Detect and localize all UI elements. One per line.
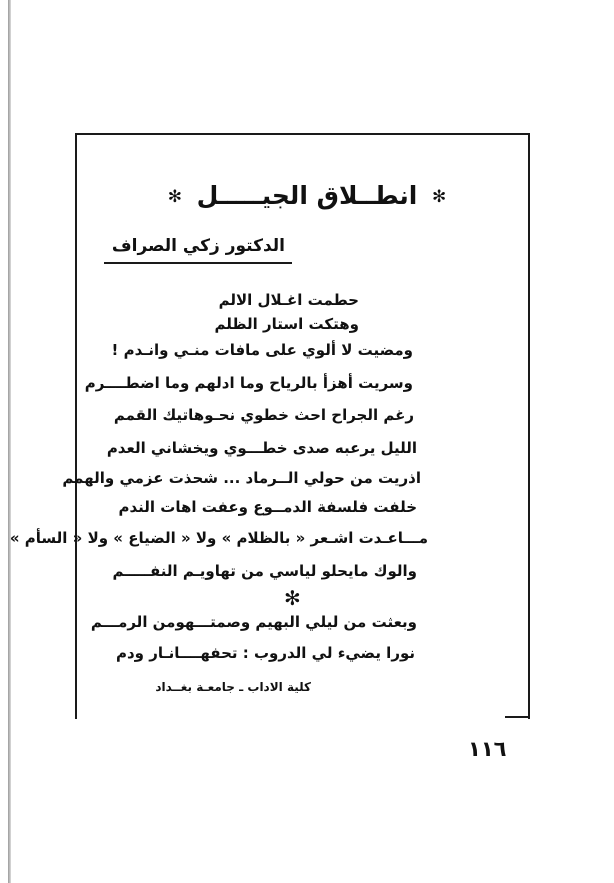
frame-corner-mark [505, 716, 528, 718]
verse-line: رغم الجراح احث خطوي نحـوهاتيك القمم [113, 406, 414, 424]
author-underline [104, 262, 292, 264]
verse-line: حطمت اغـلال الالم [218, 291, 359, 309]
page-number: ١١٦ [468, 737, 507, 761]
verse-line: الليل يرعبه صدى خطـــوي ويخشاني العدم [106, 439, 417, 457]
verse-line: وهتكت استار الظلم [214, 315, 359, 333]
poem-title [0, 181, 614, 210]
verse-line: وسريت أهزأ بالرياح وما ادلهم وما اضطــــرم [84, 374, 413, 392]
verse-line: اذريت من حولي الــرماد ... شحذت عزمي والهمم [62, 469, 421, 487]
section-break-star-icon: ✻ [284, 586, 301, 610]
page-frame [75, 133, 530, 719]
verse-line: وبعثت من ليلي البهيم وصمتـــهومن الرمـــم [90, 613, 417, 631]
verse-line: خلفت فلسفة الدمــوع وعفت اهات الندم [118, 498, 417, 516]
verse-line: نورا يضيء لي الدروب : تحفهــــانـار ودم [115, 644, 415, 662]
verse-line: والوك مايحلو لياسي من تهاويـم النفـــــم [112, 562, 417, 580]
verse-line: مـــاعـدت اشـعر « بالظلام » ولا « الضياع » ولا « السأم » [9, 529, 428, 547]
affiliation: كلية الاداب ـ جامعـة بغــداد [155, 680, 311, 694]
author-name: الدكتور زكي الصراف [111, 236, 285, 256]
verse-line: ومضيت لا ألوي على مافات منـي وانـدم ! [111, 341, 413, 359]
title-star-icon: ✻ [167, 187, 182, 207]
title-star-icon: ✻ [432, 187, 447, 207]
poem-title-text: انطــلاق الجيـــــل [196, 181, 418, 210]
